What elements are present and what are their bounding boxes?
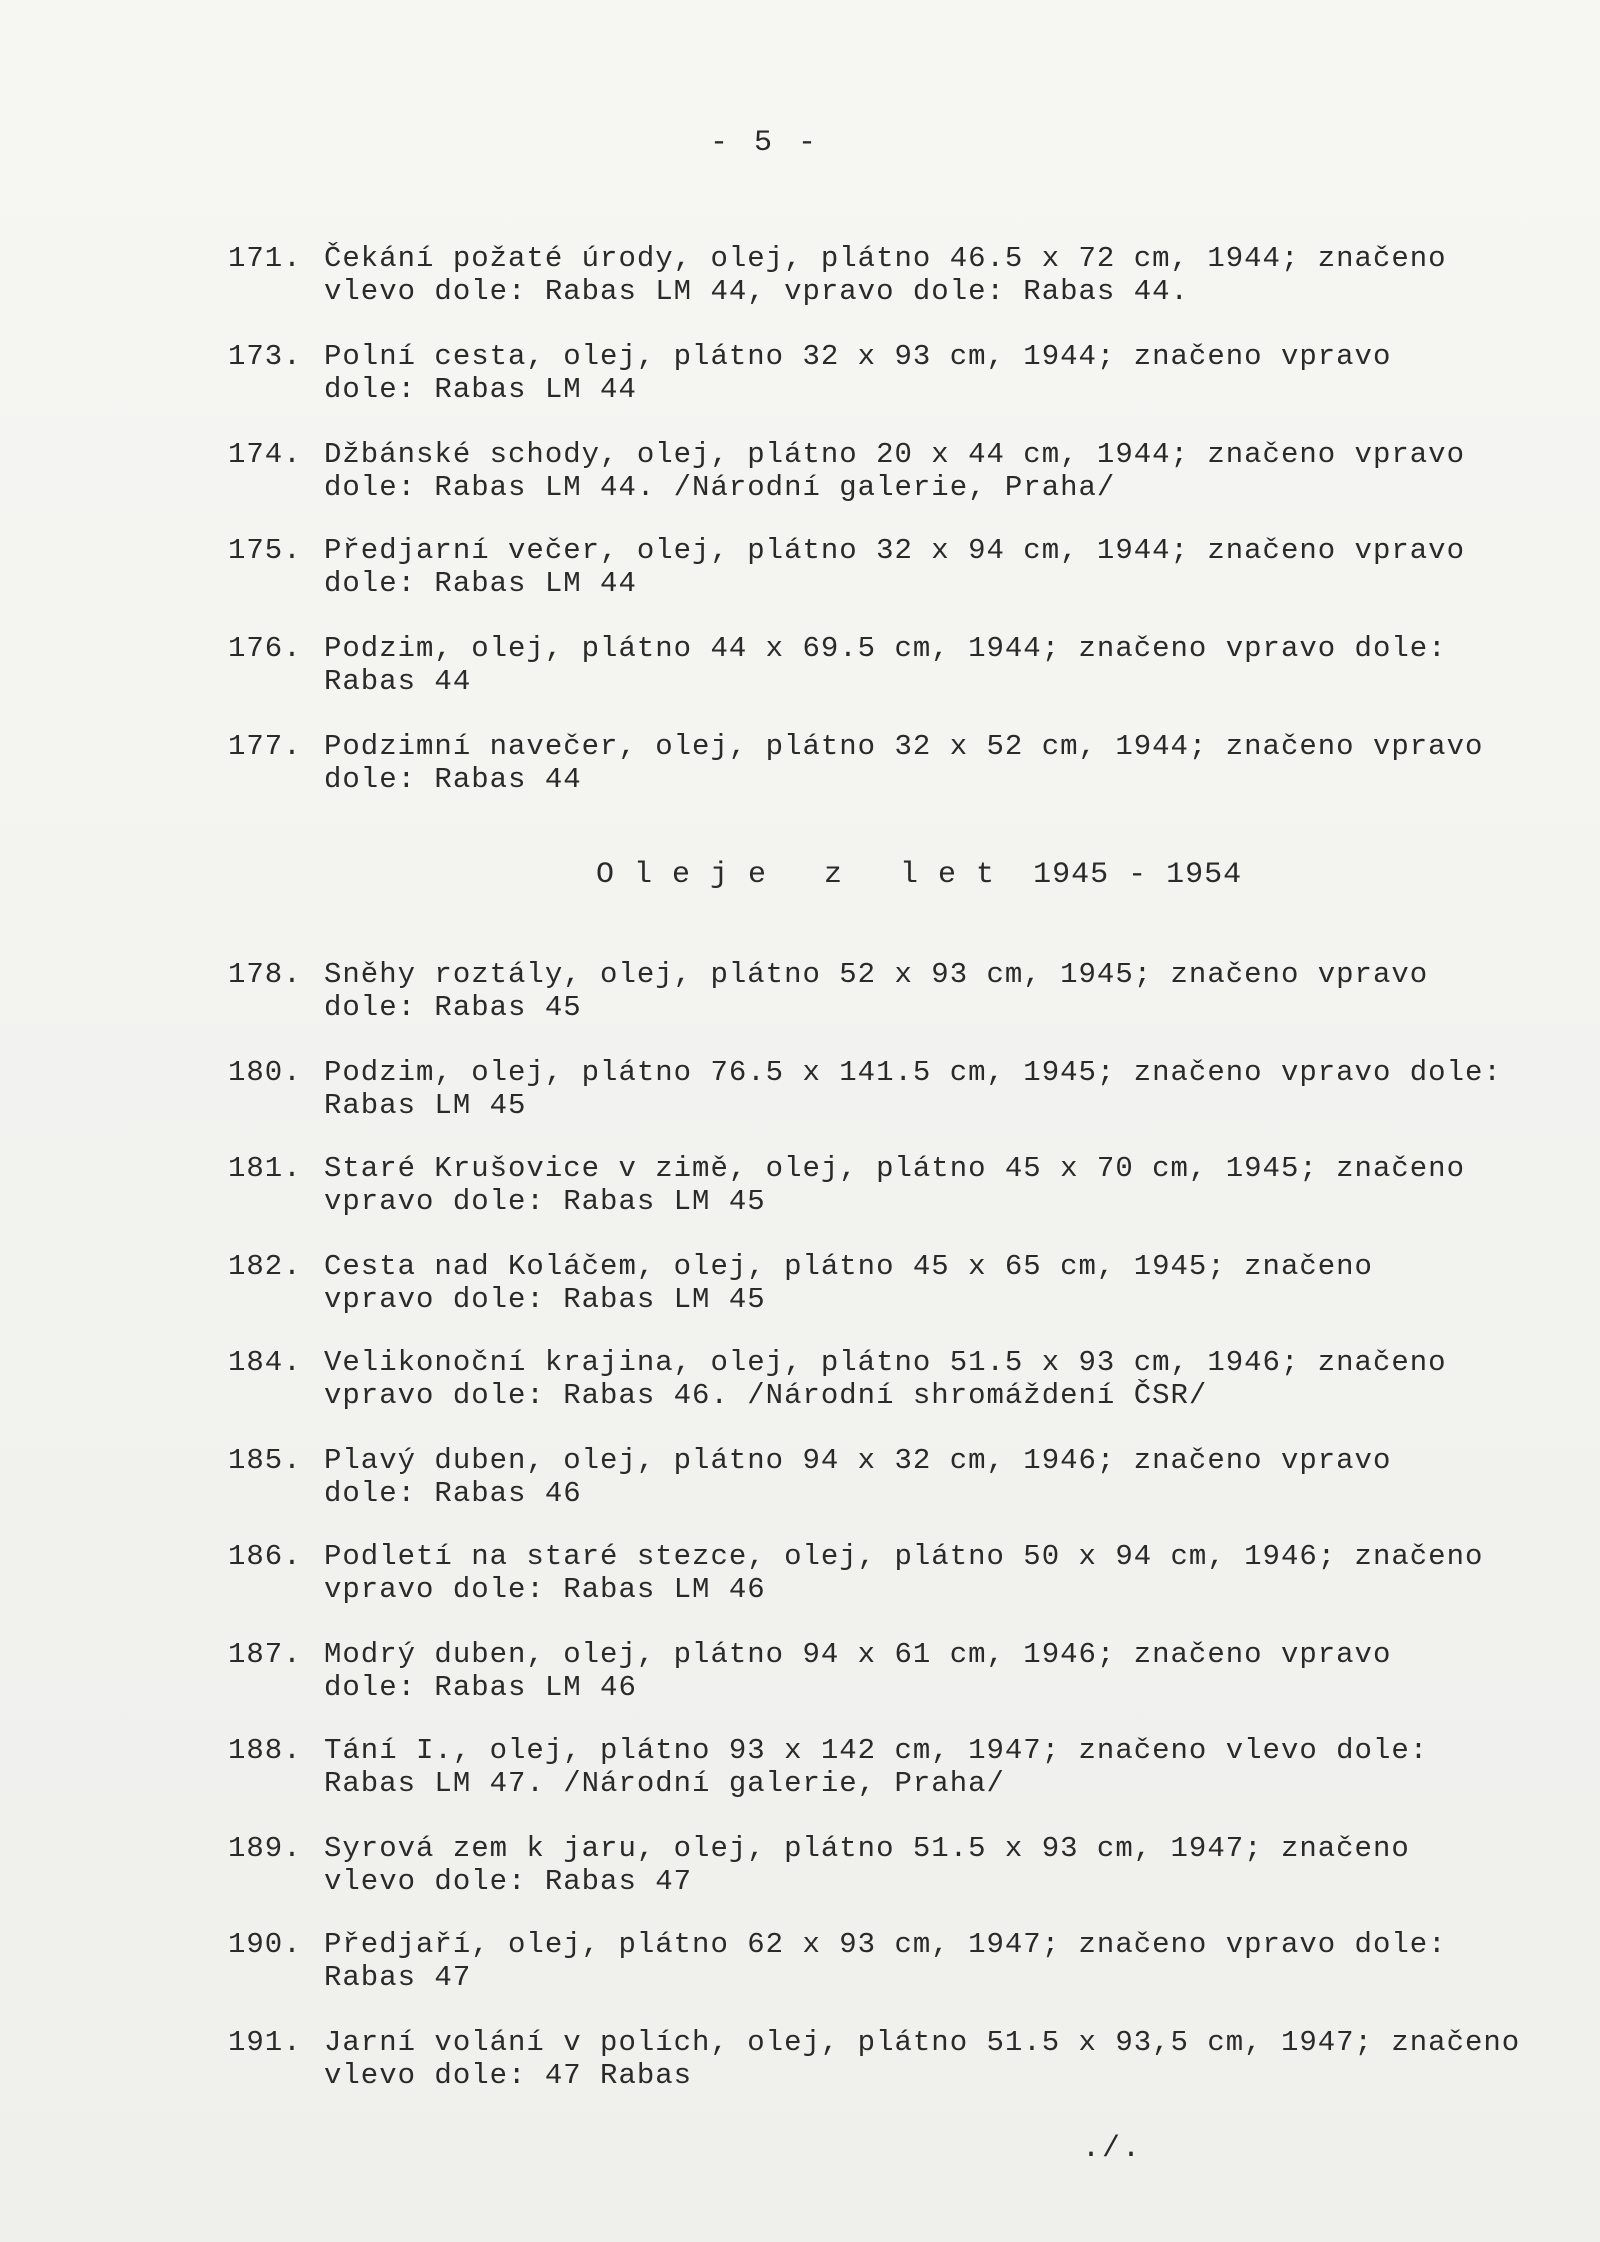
catalogue-entry bbox=[228, 1056, 1558, 1122]
entry-text-line2: dole: Rabas 45 bbox=[324, 991, 582, 1024]
entry-number: 186. bbox=[228, 1540, 302, 1573]
entry-number: 188. bbox=[228, 1734, 302, 1767]
catalogue-entry bbox=[228, 438, 1558, 504]
catalogue-entry bbox=[228, 340, 1558, 406]
entry-text-line2: Rabas LM 45 bbox=[324, 1089, 527, 1122]
catalogue-entry bbox=[228, 632, 1558, 698]
entry-text-line2: dole: Rabas LM 46 bbox=[324, 1671, 637, 1704]
catalogue-entry bbox=[228, 2026, 1558, 2092]
catalogue-entry bbox=[228, 1928, 1558, 1994]
entry-number: 182. bbox=[228, 1250, 302, 1283]
entry-number: 190. bbox=[228, 1928, 302, 1961]
entry-text-line1: Podzim, olej, plátno 76.5 x 141.5 cm, 1945; značeno vpravo dole: bbox=[324, 1056, 1502, 1089]
entry-text-line2: Rabas 47 bbox=[324, 1961, 472, 1994]
entry-text-line2: Rabas 44 bbox=[324, 665, 472, 698]
continuation-mark: ./. bbox=[1082, 2132, 1143, 2166]
section-heading: O l e j e z l e t 1945 - 1954 bbox=[596, 858, 1243, 892]
entry-text-line1: Čekání požaté úrody, olej, plátno 46.5 x 72 cm, 1944; značeno bbox=[324, 242, 1447, 275]
entry-text-line1: Modrý duben, olej, plátno 94 x 61 cm, 1946; značeno vpravo bbox=[324, 1638, 1392, 1671]
page-number: - 5 - bbox=[709, 126, 820, 160]
entry-text-line2: vpravo dole: Rabas LM 46 bbox=[324, 1573, 766, 1606]
entry-text-line2: vpravo dole: Rabas LM 45 bbox=[324, 1283, 766, 1316]
entry-number: 173. bbox=[228, 340, 302, 373]
catalogue-entry bbox=[228, 1832, 1558, 1898]
catalogue-entry bbox=[228, 1152, 1558, 1218]
entry-number: 180. bbox=[228, 1056, 302, 1089]
entry-text-line2: Rabas LM 47. /Národní galerie, Praha/ bbox=[324, 1767, 1005, 1800]
catalogue-entry bbox=[228, 1444, 1558, 1510]
entry-text-line2: vpravo dole: Rabas 46. /Národní shromáždení ČSR/ bbox=[324, 1379, 1208, 1412]
catalogue-entry bbox=[228, 730, 1558, 796]
entry-text-line2: dole: Rabas LM 44 bbox=[324, 567, 637, 600]
entry-text-line1: Podletí na staré stezce, olej, plátno 50 x 94 cm, 1946; značeno bbox=[324, 1540, 1484, 1573]
entry-text-line1: Podzim, olej, plátno 44 x 69.5 cm, 1944; značeno vpravo dole: bbox=[324, 632, 1447, 665]
catalogue-entry bbox=[228, 1346, 1558, 1412]
entry-text-line1: Předjarní večer, olej, plátno 32 x 94 cm, 1944; značeno vpravo bbox=[324, 534, 1465, 567]
catalogue-entry bbox=[228, 1734, 1558, 1800]
entry-text-line1: Syrová zem k jaru, olej, plátno 51.5 x 93 cm, 1947; značeno bbox=[324, 1832, 1410, 1865]
catalogue-entry bbox=[228, 1540, 1558, 1606]
entry-number: 191. bbox=[228, 2026, 302, 2059]
catalogue-entry bbox=[228, 534, 1558, 600]
entry-text-line1: Tání I., olej, plátno 93 x 142 cm, 1947; značeno vlevo dole: bbox=[324, 1734, 1429, 1767]
entry-number: 175. bbox=[228, 534, 302, 567]
entry-text-line1: Staré Krušovice v zimě, olej, plátno 45 x 70 cm, 1945; značeno bbox=[324, 1152, 1465, 1185]
entry-number: 177. bbox=[228, 730, 302, 763]
entry-text-line2: dole: Rabas 44 bbox=[324, 763, 582, 796]
entry-text-line1: Cesta nad Koláčem, olej, plátno 45 x 65 cm, 1945; značeno bbox=[324, 1250, 1373, 1283]
entry-number: 184. bbox=[228, 1346, 302, 1379]
entry-number: 176. bbox=[228, 632, 302, 665]
entry-text-line2: dole: Rabas LM 44 bbox=[324, 373, 637, 406]
entry-text-line1: Předjaří, olej, plátno 62 x 93 cm, 1947; značeno vpravo dole: bbox=[324, 1928, 1447, 1961]
entry-number: 171. bbox=[228, 242, 302, 275]
entry-number: 189. bbox=[228, 1832, 302, 1865]
entry-number: 185. bbox=[228, 1444, 302, 1477]
entry-text-line2: vlevo dole: Rabas 47 bbox=[324, 1865, 693, 1898]
entry-text-line1: Plavý duben, olej, plátno 94 x 32 cm, 1946; značeno vpravo bbox=[324, 1444, 1392, 1477]
entry-number: 181. bbox=[228, 1152, 302, 1185]
entry-text-line1: Velikonoční krajina, olej, plátno 51.5 x 93 cm, 1946; značeno bbox=[324, 1346, 1447, 1379]
catalogue-entry bbox=[228, 1638, 1558, 1704]
entry-text-line2: vlevo dole: Rabas LM 44, vpravo dole: Rabas 44. bbox=[324, 275, 1189, 308]
entry-text-line1: Podzimní navečer, olej, plátno 32 x 52 cm, 1944; značeno vpravo bbox=[324, 730, 1484, 763]
entry-number: 187. bbox=[228, 1638, 302, 1671]
entry-text-line1: Džbánské schody, olej, plátno 20 x 44 cm, 1944; značeno vpravo bbox=[324, 438, 1465, 471]
entry-number: 174. bbox=[228, 438, 302, 471]
entry-number: 178. bbox=[228, 958, 302, 991]
entry-text-line1: Polní cesta, olej, plátno 32 x 93 cm, 1944; značeno vpravo bbox=[324, 340, 1392, 373]
entry-text-line2: vlevo dole: 47 Rabas bbox=[324, 2059, 693, 2092]
catalogue-entry bbox=[228, 958, 1558, 1024]
entry-text-line1: Jarní volání v polích, olej, plátno 51.5 x 93,5 cm, 1947; značeno bbox=[324, 2026, 1521, 2059]
catalogue-entry bbox=[228, 1250, 1558, 1316]
catalogue-entry bbox=[228, 242, 1558, 308]
entry-text-line2: vpravo dole: Rabas LM 45 bbox=[324, 1185, 766, 1218]
entry-text-line2: dole: Rabas LM 44. /Národní galerie, Praha/ bbox=[324, 471, 1116, 504]
entry-text-line1: Sněhy roztály, olej, plátno 52 x 93 cm, 1945; značeno vpravo bbox=[324, 958, 1429, 991]
entry-text-line2: dole: Rabas 46 bbox=[324, 1477, 582, 1510]
